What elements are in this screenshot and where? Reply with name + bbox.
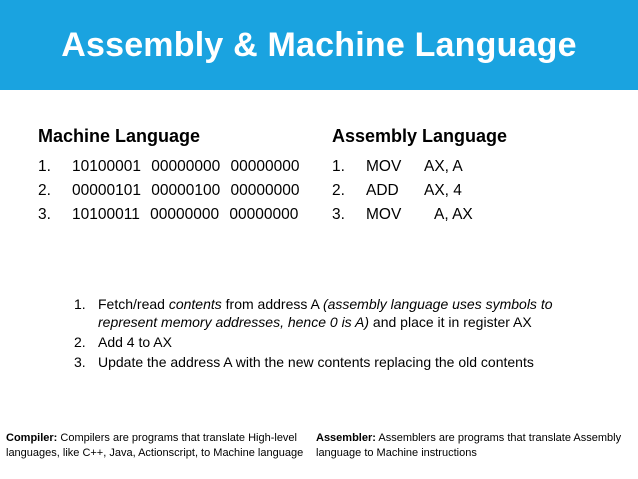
step-number: 1. — [74, 296, 86, 312]
step-item — [74, 333, 554, 351]
machine-code: 00000101 00000100 00000000 — [72, 182, 300, 199]
opcode: ADD — [366, 182, 399, 199]
item-number: 3. — [38, 206, 51, 223]
opcode: MOV — [366, 206, 402, 223]
list-item — [332, 179, 473, 203]
compiler-label: Compiler: — [6, 432, 58, 444]
list-item — [38, 155, 300, 179]
step-emphasis: (assembly language uses symbols to represent memory addresses, hence 0 is A) — [98, 296, 553, 330]
operands: A, AX — [434, 206, 473, 223]
assembly-code-list — [332, 155, 473, 227]
title-bar — [0, 0, 638, 90]
machine-code: 10100001 00000000 00000000 — [72, 158, 300, 175]
item-number: 1. — [332, 158, 345, 175]
list-item — [38, 179, 300, 203]
compiler-note — [6, 431, 310, 461]
step-item — [74, 353, 554, 371]
steps-list — [74, 295, 554, 373]
step-number: 3. — [74, 354, 86, 370]
step-text: and place it in register AX — [369, 314, 532, 330]
assembler-text: Assemblers are programs that translate Assembly language to Machine instructions — [316, 432, 622, 459]
machine-language-heading: Machine Language — [38, 126, 201, 146]
step-item — [74, 295, 554, 331]
list-item — [38, 203, 300, 227]
step-text: Fetch/read — [98, 296, 169, 312]
step-number: 2. — [74, 334, 86, 350]
compiler-text: Compilers are programs that translate High-level languages, like C++, Java, Actionscript, to Machine language — [6, 432, 304, 459]
step-text: Update the address A with the new contents replacing the old contents — [98, 354, 534, 370]
opcode: MOV — [366, 158, 402, 175]
assembly-language-heading: Assembly Language — [332, 126, 508, 146]
step-text: Add 4 to AX — [98, 334, 172, 350]
assembler-note — [316, 431, 636, 461]
step-emphasis: contents — [168, 296, 222, 312]
machine-code: 10100011 00000000 00000000 — [72, 206, 299, 223]
operands: AX, A — [424, 158, 463, 175]
item-number: 2. — [38, 182, 51, 199]
assembler-label: Assembler: — [316, 432, 376, 444]
list-item — [332, 203, 473, 227]
machine-code-list — [38, 155, 300, 227]
item-number: 2. — [332, 182, 345, 199]
list-item — [332, 155, 473, 179]
item-number: 1. — [38, 158, 51, 175]
item-number: 3. — [332, 206, 345, 223]
operands: AX, 4 — [424, 182, 462, 199]
slide-title: Assembly & Machine Language — [61, 25, 577, 64]
step-text: from address A — [221, 296, 323, 312]
